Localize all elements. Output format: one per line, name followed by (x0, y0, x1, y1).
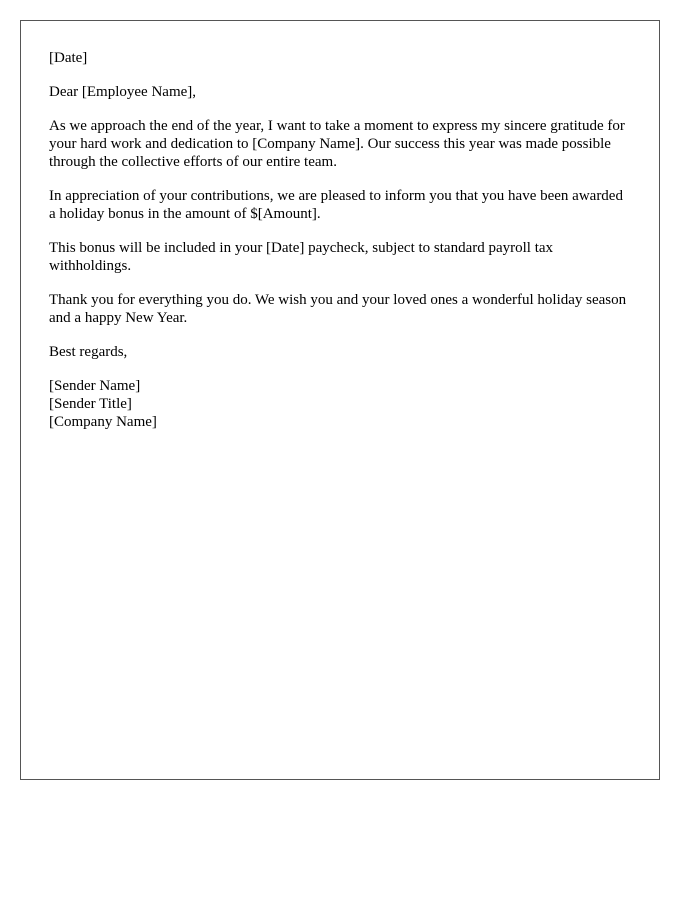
letter-date: [Date] (49, 50, 88, 66)
sender-name: [Sender Name] (49, 378, 141, 394)
signature-block (49, 377, 631, 431)
letter-salutation: Dear [Employee Name], (49, 84, 197, 100)
letter-paragraph-4: Thank you for everything you do. We wish you and your loved ones a wonderful holiday season and a happy New Year. (49, 292, 627, 326)
letter-page (20, 20, 660, 780)
letter-paragraph-1: As we approach the end of the year, I want to take a moment to express my sincere gratitude for your hard work and dedication to [Company Name]. Our success this year was made possible through the collective efforts of our entire team. (49, 118, 625, 170)
sender-title: [Sender Title] (49, 396, 132, 412)
letter-paragraph-2: In appreciation of your contributions, we are pleased to inform you that you have been awarded a holiday bonus in the amount of $[Amount]. (49, 188, 623, 222)
sender-company: [Company Name] (49, 414, 157, 430)
letter-paragraph-3: This bonus will be included in your [Date] paycheck, subject to standard payroll tax withholdings. (49, 240, 554, 274)
letter-closing: Best regards, (49, 344, 128, 360)
